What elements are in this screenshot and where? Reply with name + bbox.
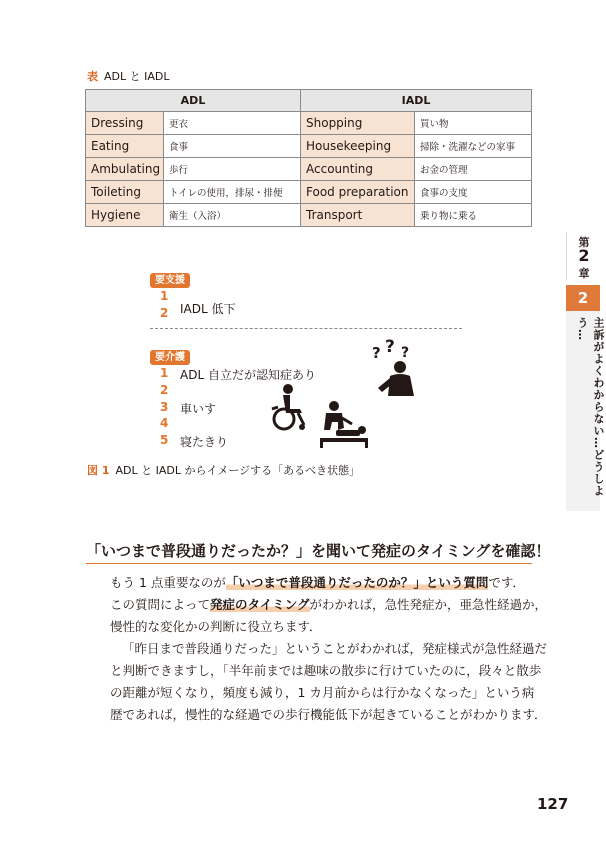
iadl-term: Shopping xyxy=(301,112,415,135)
chapter-number: 2 xyxy=(578,246,590,265)
body-line: 「昨日まで普段通りだった」ということがわかれば，発症様式が急性経過だ xyxy=(122,641,548,656)
section-number-badge: 2 xyxy=(566,285,600,311)
figure-caption xyxy=(87,462,360,478)
care-level-text: 寝たきり xyxy=(180,435,229,449)
iadl-meaning: 乗り物に乗る xyxy=(415,204,532,227)
support-level-2: 2 xyxy=(160,306,169,320)
header-iadl: IADL xyxy=(301,90,532,112)
emphasis-text: 「いつまで普段通りだったのか？」という質問 xyxy=(225,575,489,590)
iadl-meaning: 食事の支度 xyxy=(415,181,532,204)
iadl-term: Accounting xyxy=(301,158,415,181)
iadl-meaning: 買い物 xyxy=(415,112,532,135)
care-level-number: 4 xyxy=(160,416,169,430)
adl-term: Hygiene xyxy=(86,204,164,227)
care-level-number: 3 xyxy=(160,400,169,414)
care-level-text: ADL 自立だが認知症あり xyxy=(180,368,316,382)
support-level-1: 1 xyxy=(160,289,169,303)
table-header-row xyxy=(86,90,532,112)
adl-meaning: 食事 xyxy=(164,135,301,158)
figure-caption-text: ADL と IADL からイメージする「あるべき状態」 xyxy=(115,464,361,477)
chapter-suffix: 章 xyxy=(578,267,590,280)
support-description: IADL 低下 xyxy=(180,302,236,316)
table-caption xyxy=(87,68,169,84)
svg-text:?: ? xyxy=(385,337,395,357)
emphasis-text: 発症のタイミング xyxy=(210,597,310,612)
chapter-prefix: 第 xyxy=(578,236,590,249)
care-level-number: 1 xyxy=(160,366,169,380)
section-side-tab xyxy=(566,311,605,511)
body-line: 歴であれば，慢性的な経過での歩行機能低下が起きていることがわかります． xyxy=(110,707,547,722)
body-line: もう 1 点重要なのが「いつまで普段通りだったのか？」という質問です． xyxy=(110,575,525,590)
table-row xyxy=(86,112,532,135)
body-line: 慢性的な変化かの判断に役立ちます． xyxy=(110,619,322,634)
wheelchair-icon xyxy=(268,383,310,433)
table-row xyxy=(86,181,532,204)
figure-caption-label: 図 1 xyxy=(87,464,110,477)
confused-person-icon xyxy=(370,337,422,398)
iadl-meaning: 掃除・洗濯などの家事 xyxy=(415,135,532,158)
care-level-number: 2 xyxy=(160,383,169,397)
iadl-meaning: お金の管理 xyxy=(415,158,532,181)
iadl-term: Food preparation xyxy=(301,181,415,204)
badge-support: 要支援 xyxy=(150,268,190,287)
adl-term: Eating xyxy=(86,135,164,158)
care-level-text: 車いす xyxy=(180,402,217,416)
iadl-term: Transport xyxy=(301,204,415,227)
section-heading: 「いつまで普段通りだったか？」を聞いて発症のタイミングを確認！ xyxy=(86,542,551,560)
badge-care: 要介護 xyxy=(150,345,190,364)
adl-iadl-table xyxy=(85,89,532,227)
adl-term: Dressing xyxy=(86,112,164,135)
table-row xyxy=(86,204,532,227)
table-row xyxy=(86,158,532,181)
bedridden-care-icon xyxy=(318,400,370,448)
adl-term: Toileting xyxy=(86,181,164,204)
svg-text:?: ? xyxy=(401,345,410,361)
adl-meaning: 更衣 xyxy=(164,112,301,135)
section-heading-underline xyxy=(86,563,532,564)
svg-text:?: ? xyxy=(372,344,381,362)
table-caption-title: ADL と IADL xyxy=(104,70,170,83)
body-line: と判断できますし，「半年前までは趣味の散歩に行けていたのに，段々と散歩 xyxy=(110,663,542,678)
chapter-tab xyxy=(566,232,601,280)
body-line: この質問によって発症のタイミングがわかれば，急性発症か，亜急性経過か， xyxy=(110,597,548,612)
adl-meaning: 衛生（入浴） xyxy=(164,204,301,227)
page-number: 127 xyxy=(537,795,569,813)
adl-meaning: 歩行 xyxy=(164,158,301,181)
care-level-number: 5 xyxy=(160,433,169,447)
table-row xyxy=(86,135,532,158)
section-title-vertical: 主訴がよくわからない…どうしよう… xyxy=(576,317,605,497)
adl-meaning: トイレの使用，排尿・排便 xyxy=(164,181,301,204)
body-line: の距離が短くなり，頻度も減り，1 カ月前からは行かなくなった」という病 xyxy=(110,685,535,700)
figure-divider xyxy=(150,328,462,329)
header-adl: ADL xyxy=(86,90,301,112)
table-caption-label: 表 xyxy=(87,70,98,83)
iadl-term: Housekeeping xyxy=(301,135,415,158)
adl-term: Ambulating xyxy=(86,158,164,181)
